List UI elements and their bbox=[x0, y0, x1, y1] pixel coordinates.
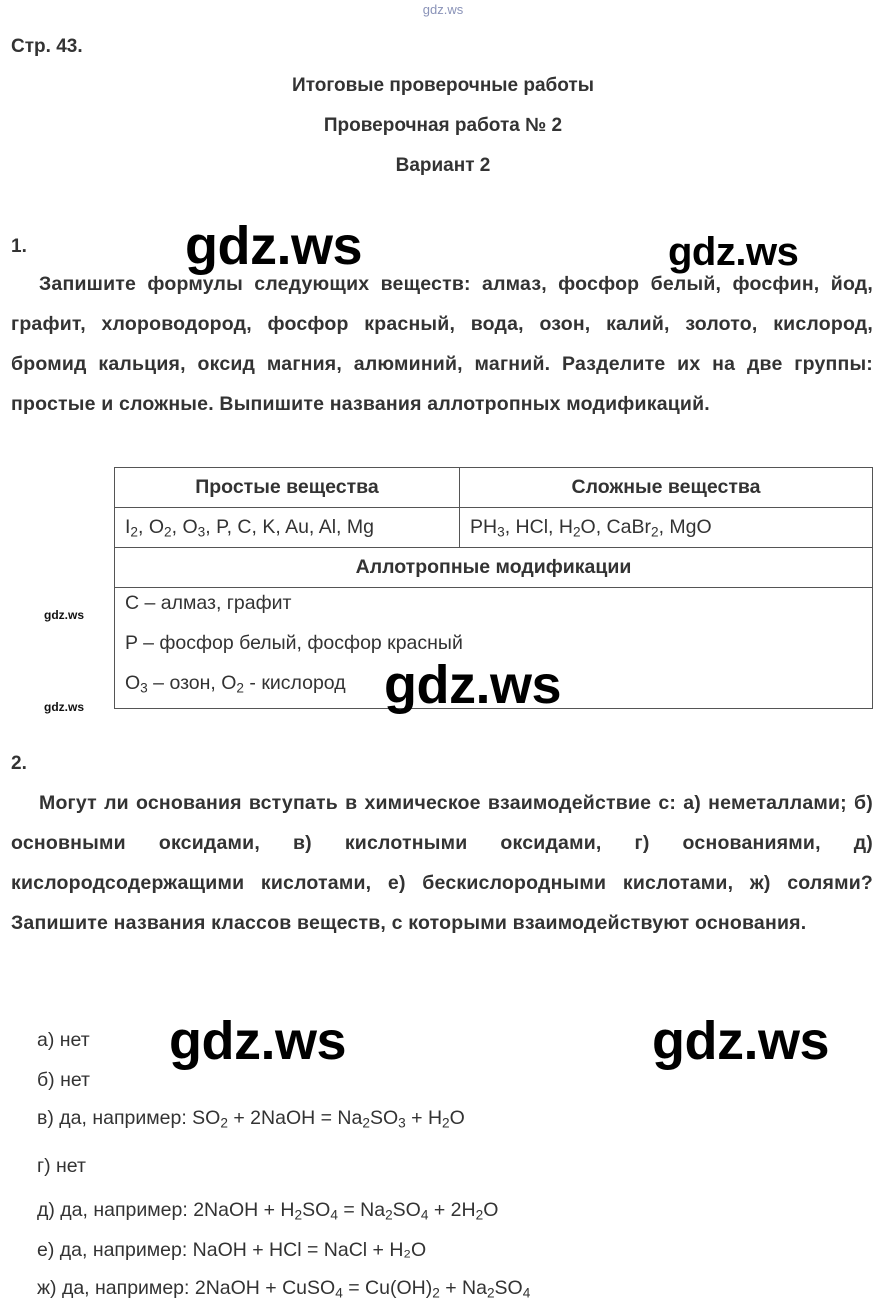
page-number: Стр. 43. bbox=[11, 36, 83, 57]
watermark-large: gdz.ws bbox=[169, 1011, 347, 1071]
answer-v: в) да, например: $SO_2$ + 2NaOH = $Na_2SO_3 + H_2O$ bbox=[37, 1107, 465, 1131]
answer-zh: ж) да, например: 2NaOH + CuSO$_4$ = $Cu(OH)_2 + Na_2SO_4$ bbox=[37, 1277, 531, 1301]
allotrope-phosphorus: P – фосфор белый, фосфор красный bbox=[125, 632, 463, 654]
answer-d: д) да, например: 2NaOH + $H_2SO_4 = Na_2SO_4 + 2H_2O$ bbox=[37, 1199, 499, 1223]
task1-number: 1. bbox=[11, 236, 27, 257]
watermark-large: gdz.ws bbox=[668, 230, 799, 274]
allotrope-carbon: C – алмаз, графит bbox=[125, 592, 292, 614]
complex-header: Сложные вещества bbox=[460, 468, 873, 508]
answer-b: б) нет bbox=[37, 1069, 90, 1091]
allotrope-oxygen: $O_3$ – озон, $O_2$ - кислород bbox=[125, 672, 346, 696]
task2-number: 2. bbox=[11, 753, 27, 774]
complex-substances-cell: $PH_3$, HCl, $H_2O$, CaBr$_2$, MgO bbox=[460, 508, 873, 548]
allotropes-header: Аллотропные модификации bbox=[115, 548, 873, 588]
answer-e: е) да, например: NaOH + HCl = NaCl + H₂O bbox=[37, 1239, 427, 1261]
top-watermark: gdz.ws bbox=[422, 2, 464, 17]
watermark-large: gdz.ws bbox=[384, 655, 562, 715]
watermark-large: gdz.ws bbox=[652, 1011, 830, 1071]
answer-g: г) нет bbox=[37, 1155, 86, 1177]
simple-substances-cell: $I_2$, $O_2$, $O_3$, P, C, K, Au, Al, Mg bbox=[115, 508, 460, 548]
task2-text: Могут ли основания вступать в химическое взаимодействие с: а) неметаллами; б) основными оксидами, в) кислотными оксидами, г) основаниями, д) кислородсодержащими кислотами, е) бескислородными кислотами, ж) солями? Запишите названия классов веществ, с которыми взаимодействуют основания. bbox=[11, 792, 873, 934]
watermark-large: gdz.ws bbox=[185, 216, 363, 276]
watermark-small: gdz.ws bbox=[44, 700, 85, 714]
watermark-small: gdz.ws bbox=[44, 608, 85, 622]
task1-text: Запишите формулы следующих веществ: алмаз, фосфор белый, фосфин, йод, графит, хлороводород, фосфор красный, вода, озон, калий, золото, кислород, бромид кальция, оксид магния, алюминий, магний. Разделите их на две группы: простые и сложные. Выпишите названия аллотропных модификаций. bbox=[11, 273, 873, 415]
variant-title: Вариант 2 bbox=[395, 155, 491, 176]
work-title: Проверочная работа № 2 bbox=[323, 115, 563, 136]
answer-a: а) нет bbox=[37, 1029, 90, 1051]
section-title: Итоговые проверочные работы bbox=[292, 75, 594, 96]
simple-header: Простые вещества bbox=[115, 468, 460, 508]
